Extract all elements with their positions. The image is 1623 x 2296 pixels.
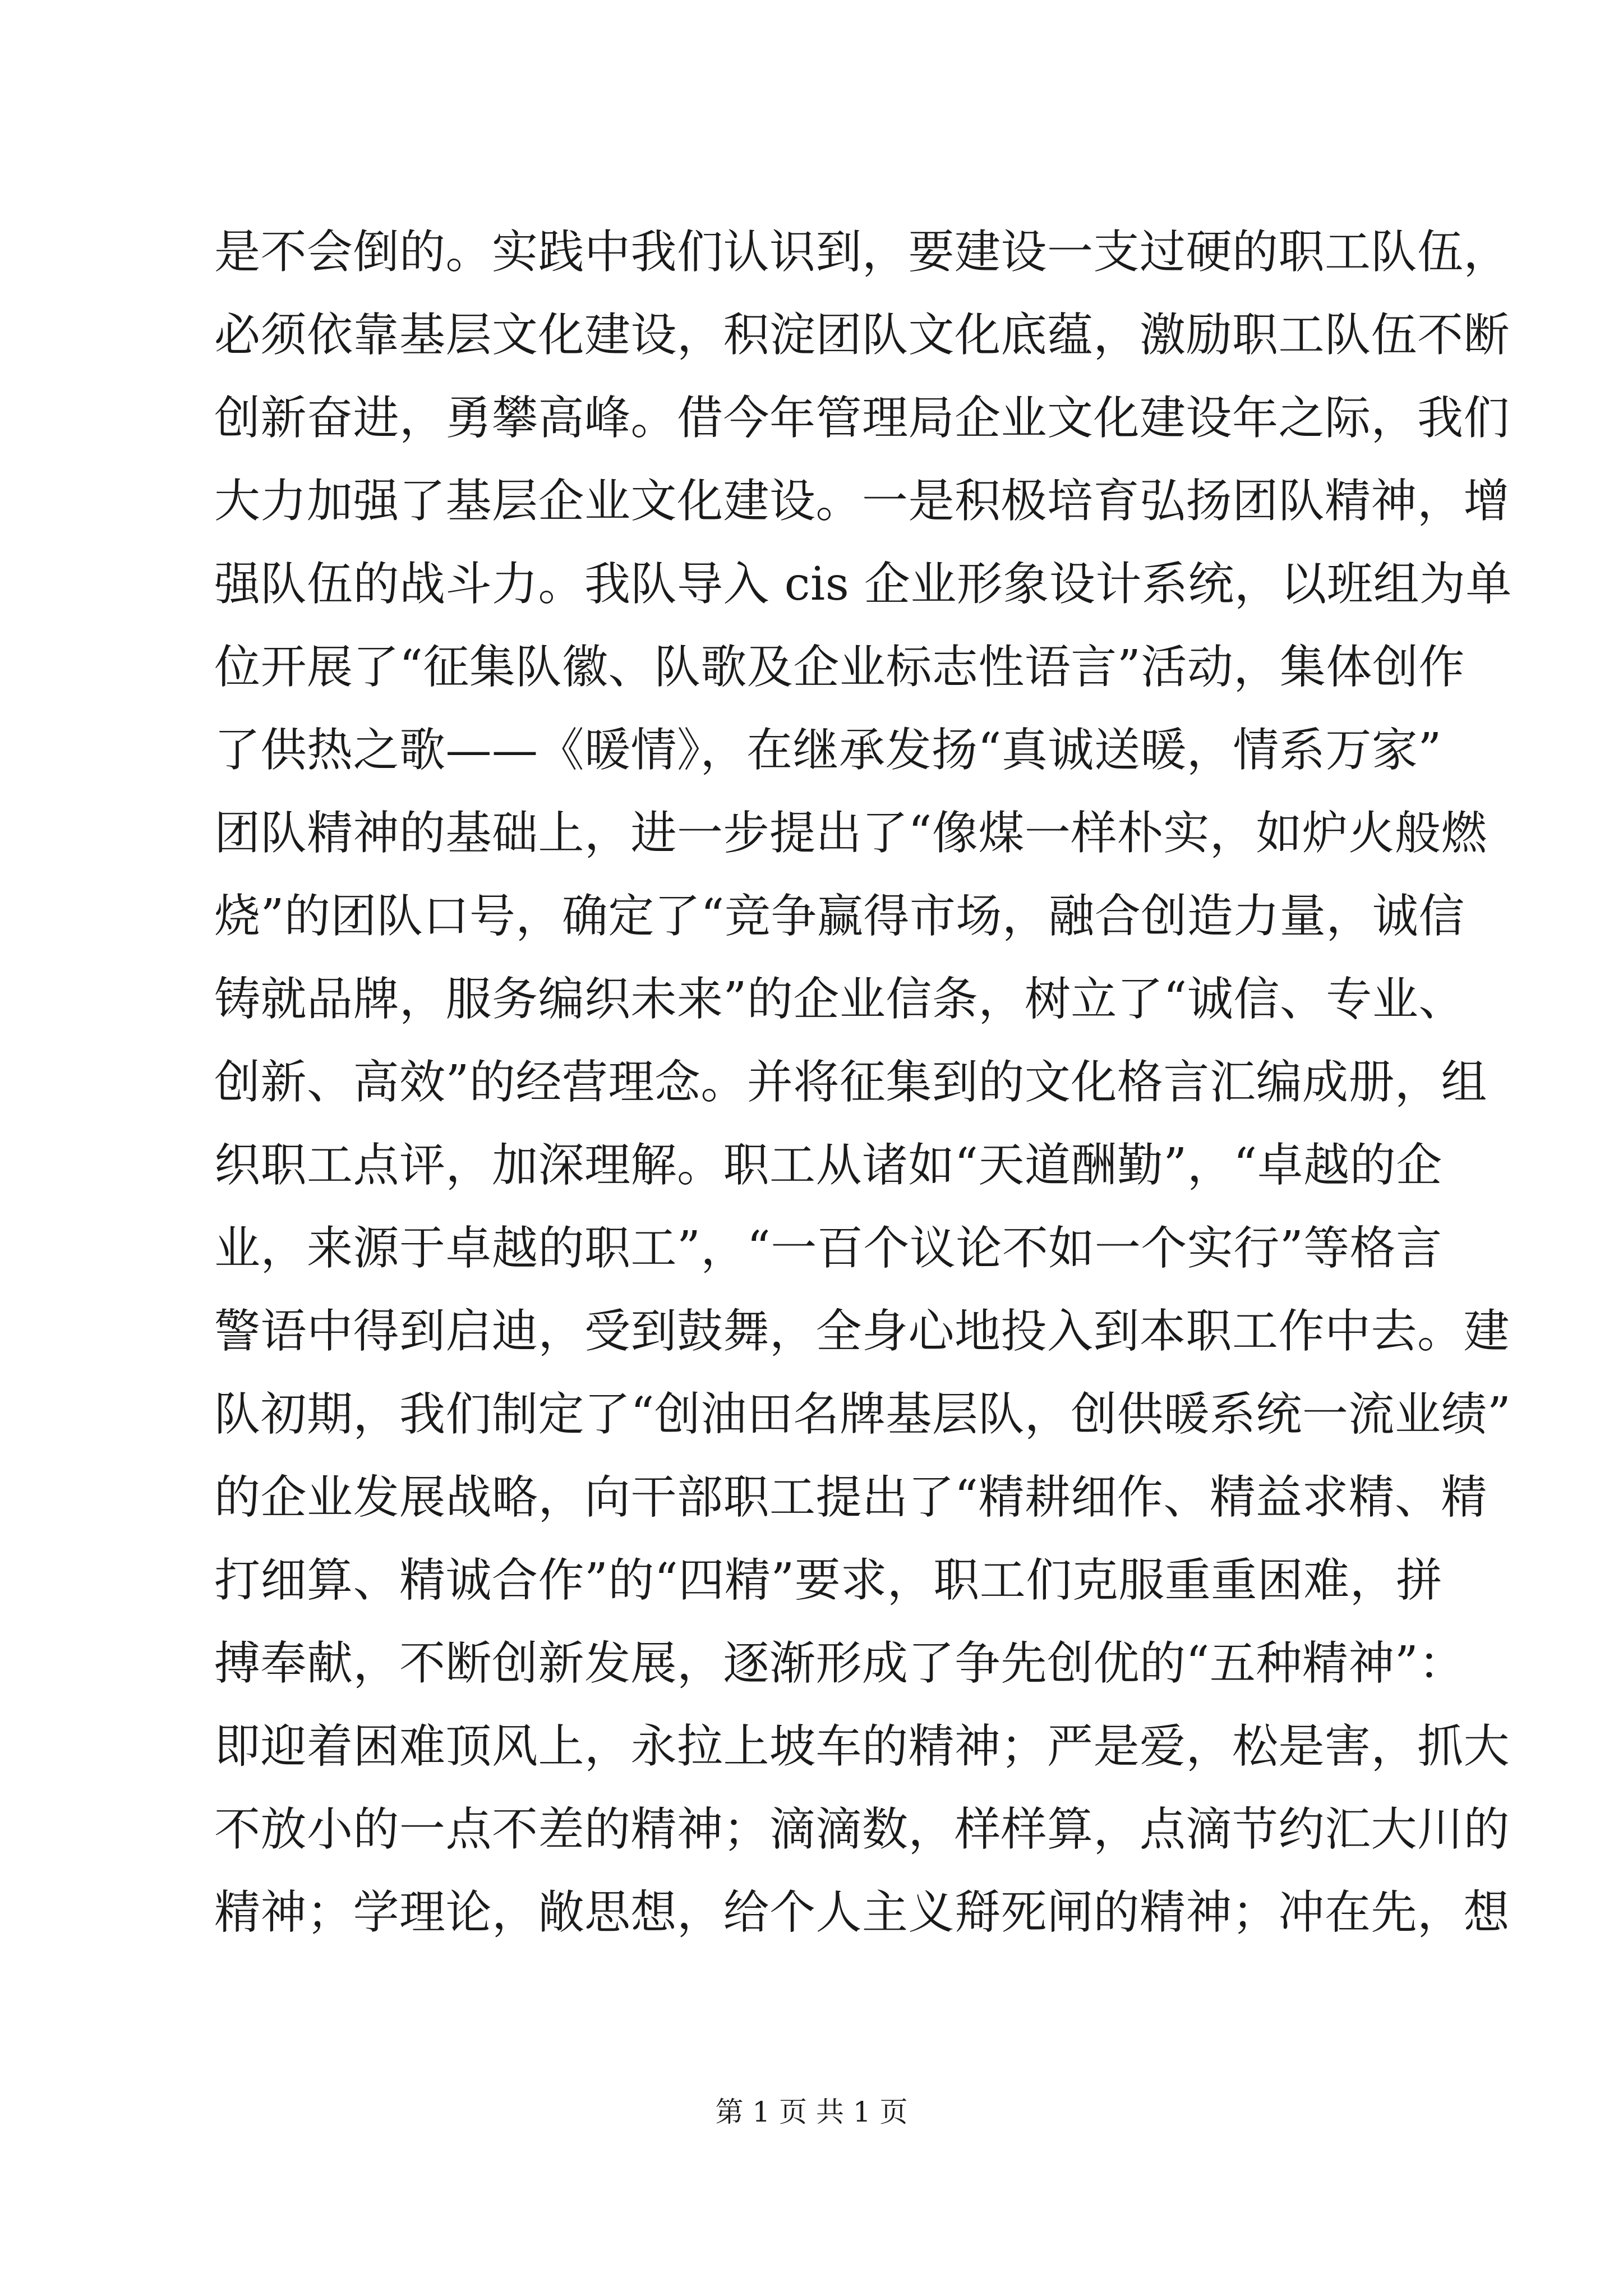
text-line: 即迎着困难顶风上，永拉上坡车的精神；严是爱，松是害，抓大: [214, 1720, 1510, 1773]
text-line: 业，来源于卓越的职工”，“一百个议论不如一个实行”等格言: [214, 1222, 1442, 1275]
text-line: 警语中得到启迪，受到鼓舞，全身心地投入到本职工作中去。建: [214, 1305, 1510, 1358]
body-text: [214, 211, 1512, 1954]
text-line: 不放小的一点不差的精神；滴滴数，样样算，点滴节约汇大川的: [214, 1803, 1510, 1856]
text-line: 铸就品牌，服务编织未来”的企业信条，树立了“诚信、专业、: [214, 973, 1465, 1026]
text-line: 搏奉献，不断创新发展，逐渐形成了争先创优的“五种精神”：: [214, 1637, 1465, 1690]
text-line: 精神；学理论，敞思想，给个人主义搿死闸的精神；冲在先，想: [214, 1886, 1510, 1939]
text-line: 烧”的团队口号，确定了“竞争赢得市场，融合创造力量，诚信: [214, 890, 1465, 943]
page-footer: [0, 2092, 1623, 2132]
text-line: 大力加强了基层企业文化建设。一是积极培育弘扬团队精神，增: [214, 475, 1510, 528]
text-line: 队初期，我们制定了“创油田名牌基层队，创供暖系统一流业绩”: [214, 1388, 1511, 1441]
text-line: 团队精神的基础上，进一步提出了“像煤一样朴实，如炉火般燃: [214, 807, 1487, 860]
text-line: 创新奋进，勇攀高峰。借今年管理局企业文化建设年之际，我们: [214, 392, 1510, 445]
text-line: 织职工点评，加深理解。职工从诸如“天道酬勤”，“卓越的企: [214, 1139, 1442, 1192]
text-line: 的企业发展战略，向干部职工提出了“精耕细作、精益求精、精: [214, 1471, 1487, 1524]
text-line: 必须依靠基层文化建设，积淀团队文化底蕴，激励职工队伍不断: [214, 309, 1510, 362]
page-number: 第 1 页 共 1 页: [715, 2096, 908, 2128]
text-line: 打细算、精诚合作”的“四精”要求，职工们克服重重困难，拼: [214, 1554, 1442, 1607]
text-line: 是不会倒的。实践中我们认识到，要建设一支过硬的职工队伍，: [214, 226, 1510, 279]
text-line: 了供热之歌——《暖情》，在继承发扬“真诚送暖，情系万家”: [214, 724, 1442, 777]
text-line: 创新、高效”的经营理念。并将征集到的文化格言汇编成册，组: [214, 1056, 1487, 1109]
text-line: 位开展了“征集队徽、队歌及企业标志性语言”活动，集体创作: [214, 641, 1465, 694]
text-line: 强队伍的战斗力。我队导入 cis 企业形象设计系统，以班组为单: [214, 558, 1512, 611]
